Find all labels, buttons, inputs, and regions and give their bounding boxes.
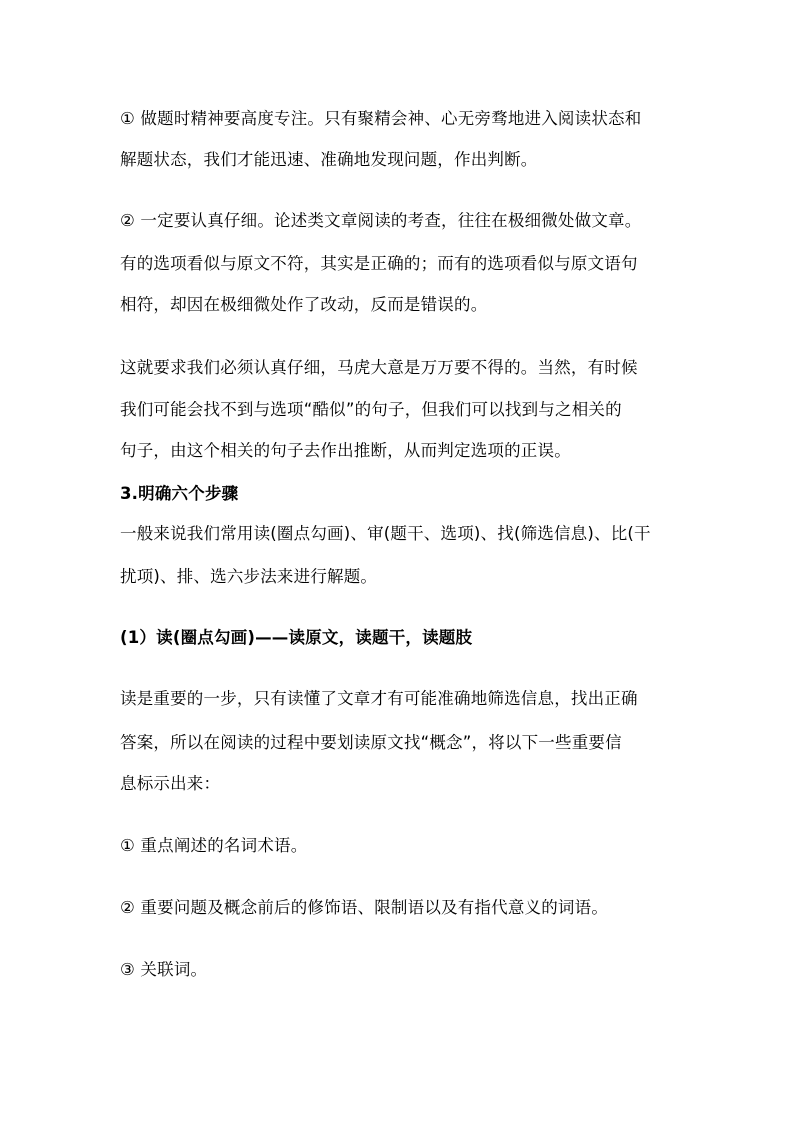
paragraph-5-line-2: 答案，所以在阅读的过程中要划读原文找“概念”，将以下一些重要信 [120,733,622,752]
paragraph-3-line-3: 句子，由这个相关的句子去作出推断，从而判定选项的正误。 [120,441,571,460]
paragraph-2-line-2: 有的选项看似与原文不符，其实是正确的；而有的选项看似与原文语句 [120,254,638,273]
paragraph-1-line-2: 解题状态，我们才能迅速、准确地发现问题，作出判断。 [120,150,538,169]
subsection-heading: (1）读(圈点勾画)——读原文，读题干，读题肢 [120,628,473,647]
paragraph-3-line-2: 我们可能会找不到与选项“酷似”的句子，但我们可以找到与之相关的 [120,400,622,419]
list-item-1: ① 重点阐述的名词术语。 [120,836,308,855]
paragraph-1-line-1: ① 做题时精神要高度专注。只有聚精会神、心无旁骛地进入阅读状态和 [120,109,642,128]
list-item-2: ② 重要问题及概念前后的修饰语、限制语以及有指代意义的词语。 [120,898,609,917]
list-item-3: ③ 关联词。 [120,960,208,979]
paragraph-5-line-1: 读是重要的一步，只有读懂了文章才有可能准确地筛选信息，找出正确 [120,689,638,708]
paragraph-2-line-3: 相符，却因在极细微处作了改动，反而是错误的。 [120,295,488,314]
paragraph-4-line-2: 扰项)、排、选六步法来进行解题。 [120,567,378,586]
section-heading: 3.明确六个步骤 [120,484,239,503]
paragraph-3-line-1: 这就要求我们必须认真仔细，马虎大意是万万要不得的。当然，有时候 [120,358,638,377]
paragraph-4-line-1: 一般来说我们常用读(圈点勾画)、审(题干、选项)、找(筛选信息)、比(干 [120,524,651,543]
paragraph-5-line-3: 息标示出来： [120,774,221,793]
paragraph-2-line-1: ② 一定要认真仔细。论述类文章阅读的考查，往往在极细微处做文章。 [120,211,642,230]
